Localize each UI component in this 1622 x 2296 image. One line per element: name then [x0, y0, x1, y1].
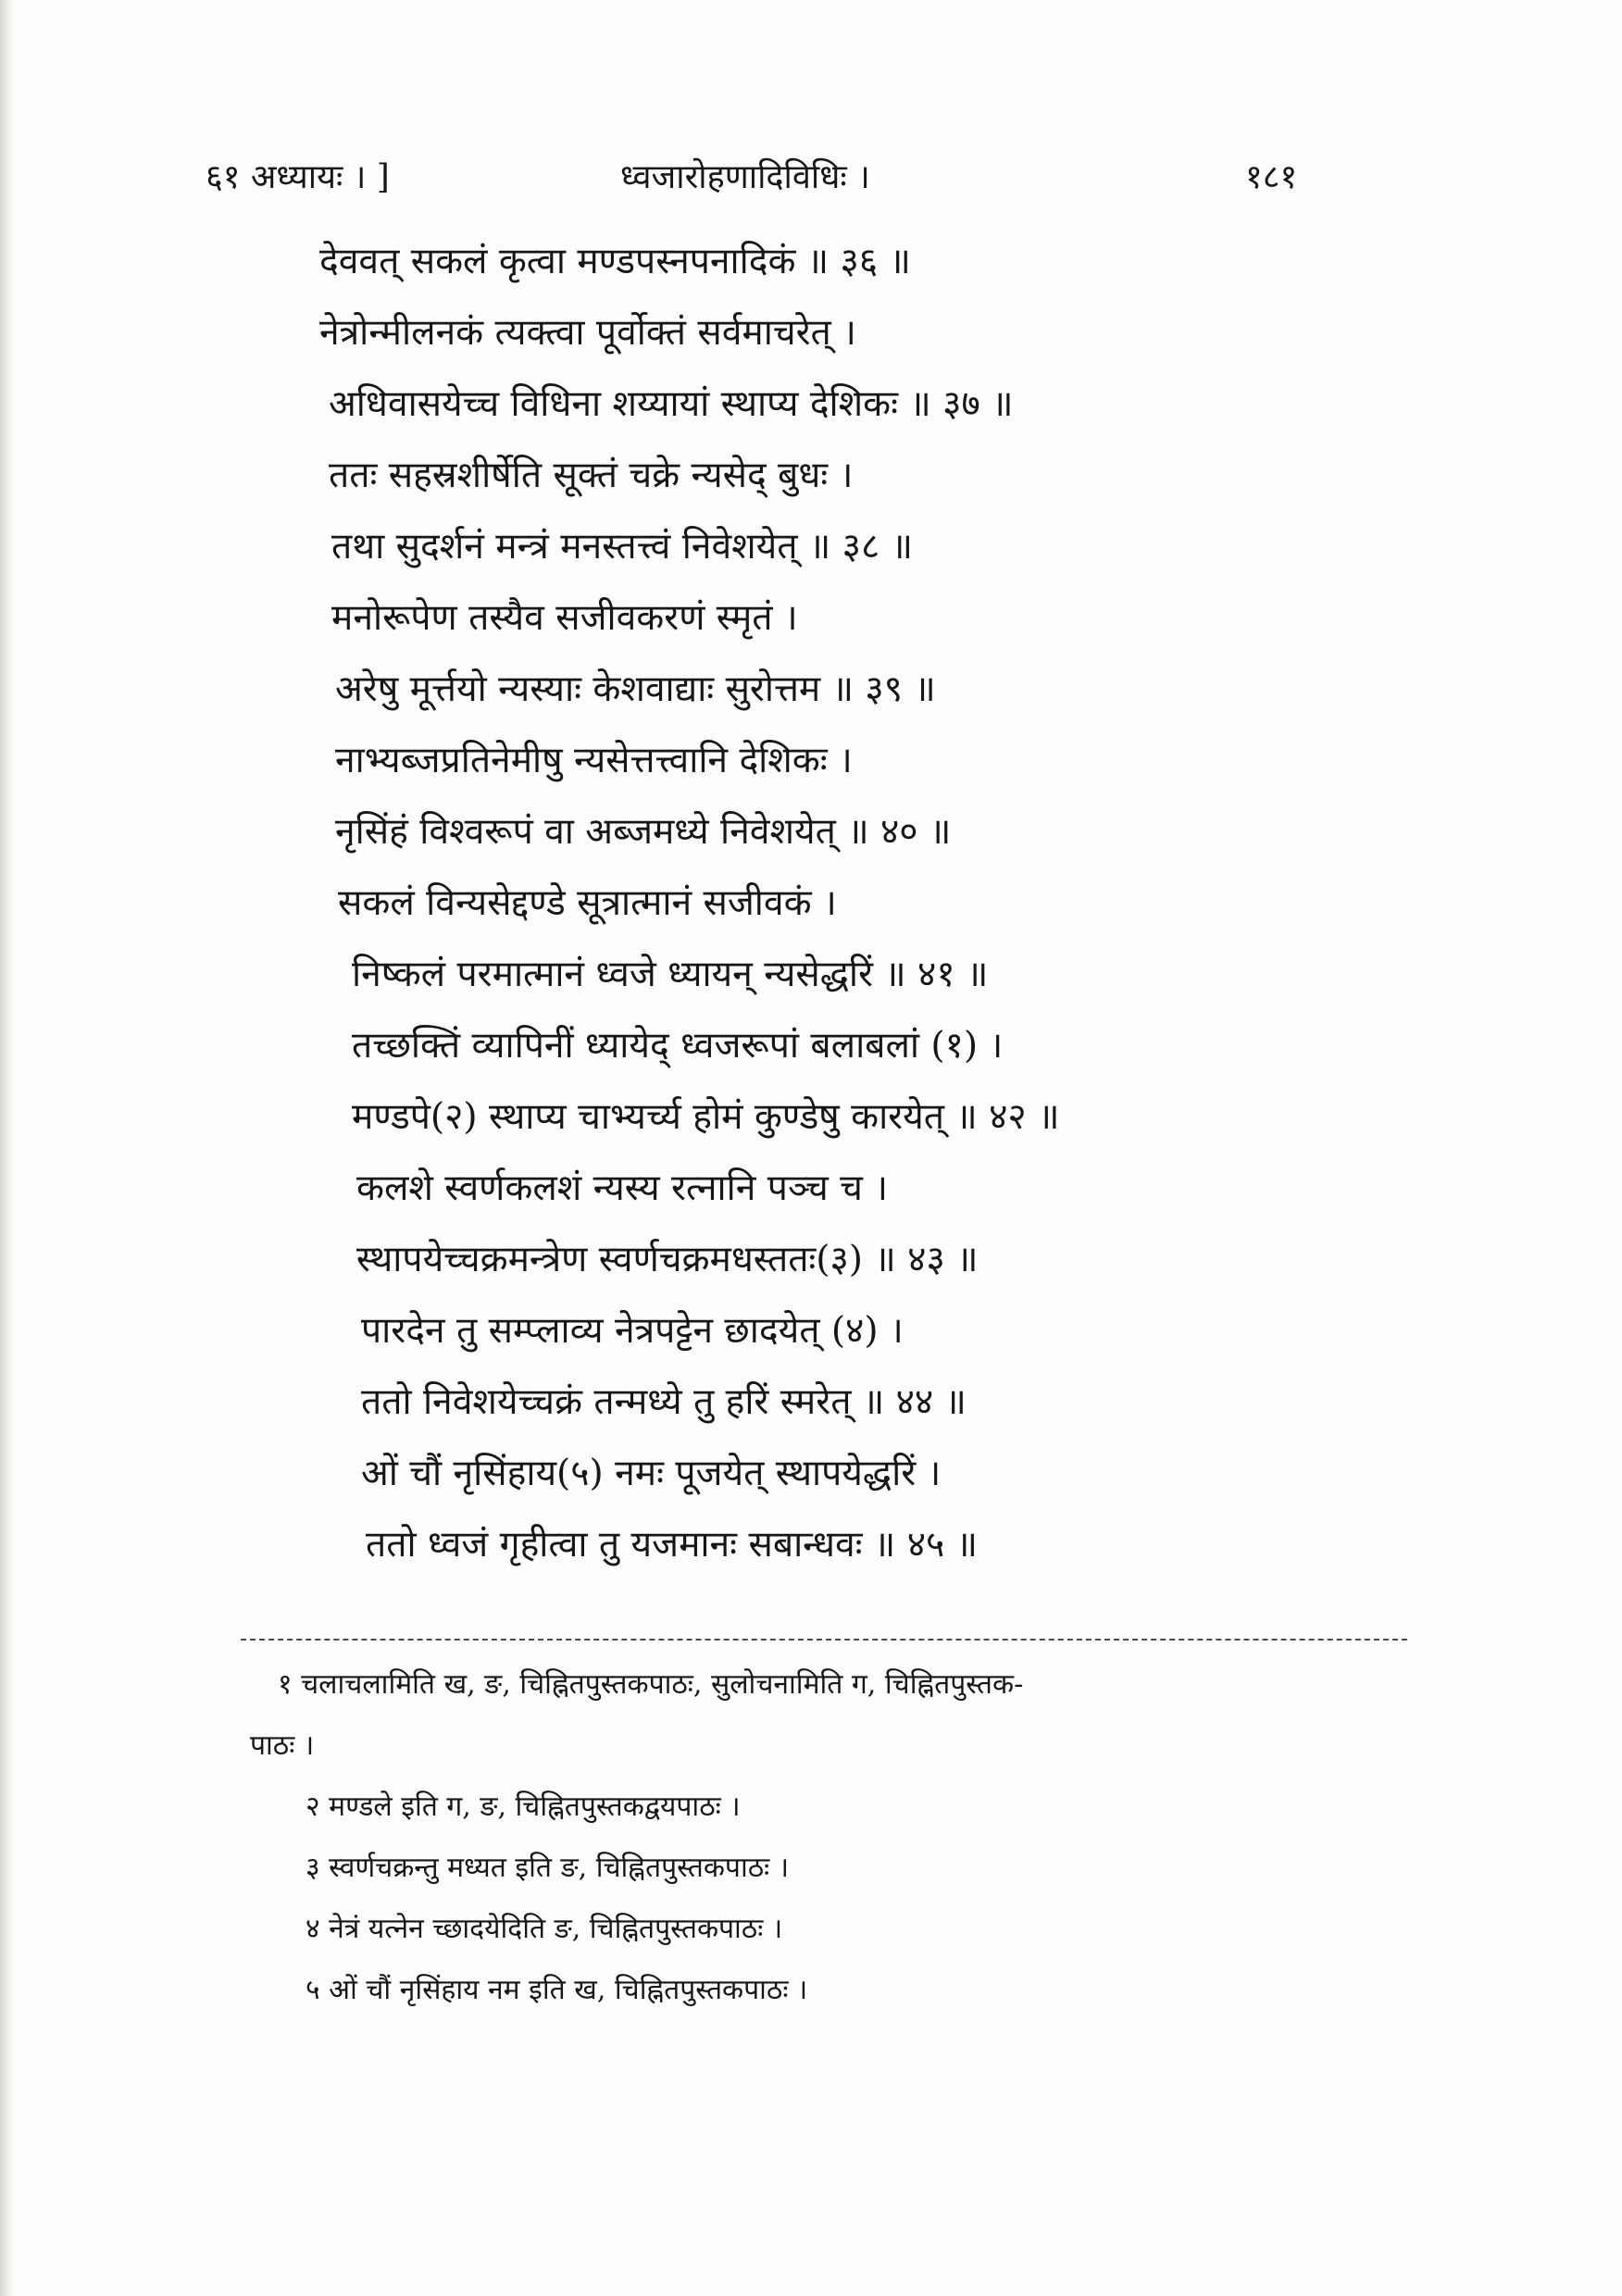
section-title: ध्वजारोहणादिविधिः । — [620, 158, 870, 196]
verse-line: नेत्रोन्मीलनकं त्यक्त्वा पूर्वोक्तं सर्वमाचरेत् । — [319, 312, 856, 354]
running-head — [0, 153, 1622, 208]
footnote-line: ३ स्वर्णचक्रन्तु मध्यत इति ङ, चिह्नितपुस्तकपाठः । — [306, 1852, 790, 1884]
verse-line: मण्डपे(२) स्थाप्य चाभ्यर्च्य होमं कुण्डेषु कारयेत् ॥ ४२ ॥ — [352, 1096, 1060, 1138]
footnote-line: १ चलाचलामिति ख, ङ, चिह्नितपुस्तकपाठः, सुलोचनामिति ग, चिह्नितपुस्तक- — [278, 1668, 1024, 1701]
verse-line: अधिवासयेच्च विधिना शय्यायां स्थाप्य देशिकः ॥ ३७ ॥ — [329, 383, 1014, 425]
footnote-line: पाठः । — [250, 1729, 315, 1762]
verse-line: मनोरूपेण तस्यैव सजीवकरणं स्मृतं । — [331, 597, 798, 639]
verse-line: पारदेन तु सम्प्लाव्य नेत्रपट्टेन छादयेत् (४) । — [361, 1310, 904, 1352]
chapter-label: ६१ अध्यायः । ] — [206, 158, 390, 196]
footnote-line: २ मण्डले इति ग, ङ, चिह्नितपुस्तकद्वयपाठः । — [306, 1791, 741, 1823]
verse-line: ततः सहस्रशीर्षेति सूक्तं चक्रे न्यसेद् बुधः । — [329, 455, 854, 496]
verse-line: ततो निवेशयेच्चक्रं तन्मध्ये तु हरिं स्मरेत् ॥ ४४ ॥ — [361, 1381, 967, 1423]
footnote-line: ४ नेत्रं यत्नेन च्छादयेदिति ङ, चिह्नितपुस्तकपाठः । — [306, 1913, 783, 1945]
verse-line: नाभ्यब्जप्रतिनेमीषु न्यसेत्तत्त्वानि देशिकः । — [335, 740, 853, 781]
verse-line: कलशे स्वर्णकलशं न्यस्य रत्नानि पञ्च च । — [356, 1167, 889, 1209]
verse-line: स्थापयेच्चक्रमन्त्रेण स्वर्णचक्रमधस्ततः(३) ॥ ४३ ॥ — [356, 1239, 979, 1280]
page-number: १८१ — [1245, 158, 1298, 196]
scan-edge-shadow — [0, 0, 15, 2296]
verse-line: तथा सुदर्शनं मन्त्रं मनस्तत्त्वं निवेशयेत् ॥ ३८ ॥ — [331, 526, 913, 568]
footnote-line: ५ ओं चौं नृसिंहाय नम इति ख, चिह्नितपुस्तकपाठः । — [306, 1974, 808, 2006]
verse-line: तच्छक्तिं व्यापिनीं ध्यायेद् ध्वजरूपां बलाबलां (१) । — [352, 1025, 1004, 1067]
verse-line: देववत् सकलं कृत्वा मण्डपस्नपनादिकं ॥ ३६ ॥ — [319, 241, 911, 282]
verse-line: सकलं विन्यसेद्दण्डे सूत्रात्मानं सजीवकं । — [338, 882, 837, 924]
verse-line: निष्कलं परमात्मानं ध्वजे ध्यायन् न्यसेद्धरिं ॥ ४१ ॥ — [352, 954, 989, 995]
verse-line: ततो ध्वजं गृहीत्वा तु यजमानः सबान्धवः ॥ ४५ ॥ — [366, 1524, 979, 1566]
verse-line: ओं चौं नृसिंहाय(५) नमः पूजयेत् स्थापयेद्धरिं । — [361, 1453, 942, 1494]
footnote-divider — [241, 1639, 1407, 1641]
verse-line: नृसिंहं विश्वरूपं वा अब्जमध्ये निवेशयेत् ॥ ४० ॥ — [335, 811, 952, 853]
verse-line: अरेषु मूर्त्तयो न्यस्याः केशवाद्याः सुरोत्तम ॥ ३९ ॥ — [335, 668, 936, 710]
